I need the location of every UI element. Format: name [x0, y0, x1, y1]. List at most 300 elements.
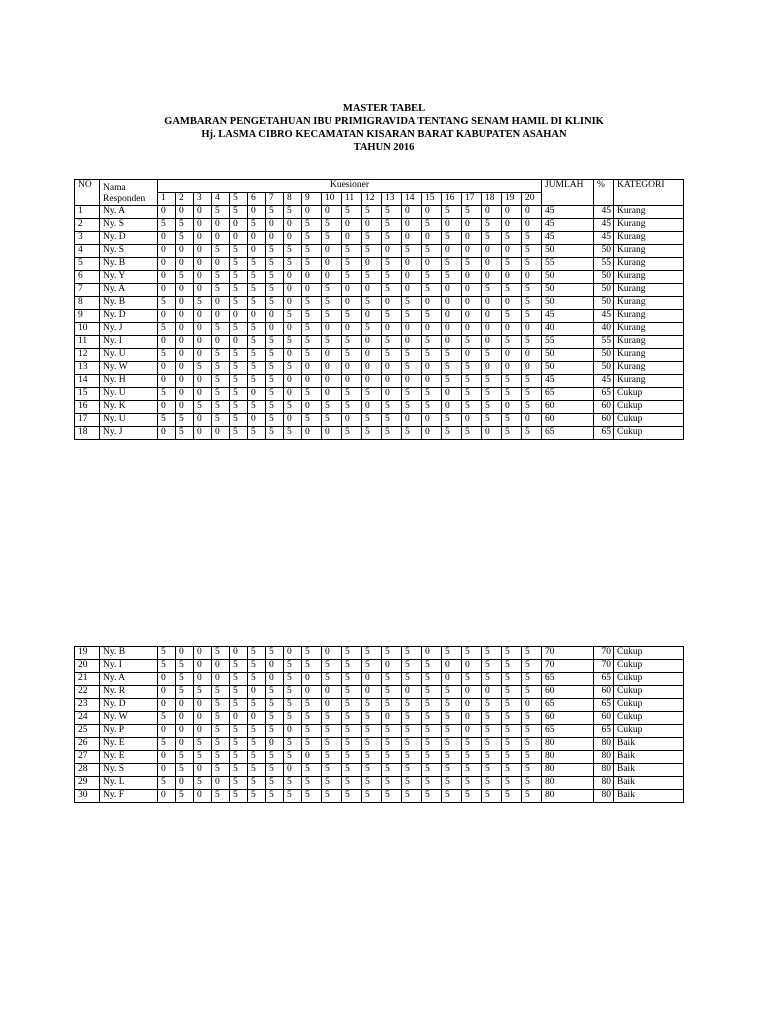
score-cell: 5	[248, 647, 266, 660]
score-cell: 5	[194, 686, 212, 699]
score-cell: 5	[362, 790, 382, 803]
respondent-name: Ny. J	[100, 427, 158, 440]
table-row	[75, 297, 684, 310]
score-cell: 5	[402, 349, 422, 362]
score-cell: 5	[342, 206, 362, 219]
score-cell: 5	[176, 414, 194, 427]
score-cell: 0	[194, 258, 212, 271]
score-cell: 5	[302, 647, 322, 660]
score-cell: 5	[212, 349, 230, 362]
table-row	[75, 323, 684, 336]
header-item-10: 10	[322, 193, 342, 206]
score-cell: 0	[158, 764, 176, 777]
score-cell: 5	[248, 258, 266, 271]
table-row	[75, 349, 684, 362]
score-cell: 5	[322, 764, 342, 777]
score-cell: 0	[194, 764, 212, 777]
score-cell: 5	[482, 751, 502, 764]
jumlah-cell: 50	[542, 271, 594, 284]
header-item-19: 19	[502, 193, 522, 206]
score-cell: 0	[158, 375, 176, 388]
score-cell: 5	[248, 427, 266, 440]
header-item-12: 12	[362, 193, 382, 206]
score-cell: 0	[194, 673, 212, 686]
score-cell: 0	[176, 258, 194, 271]
title-line-1: MASTER TABEL	[342, 103, 426, 114]
score-cell: 5	[212, 751, 230, 764]
score-cell: 5	[302, 349, 322, 362]
score-cell: 0	[176, 375, 194, 388]
score-cell: 0	[176, 647, 194, 660]
score-cell: 0	[284, 725, 302, 738]
score-cell: 5	[266, 284, 284, 297]
score-cell: 0	[482, 427, 502, 440]
score-cell: 0	[402, 271, 422, 284]
score-cell: 5	[212, 712, 230, 725]
header-item-20: 20	[522, 193, 542, 206]
score-cell: 0	[284, 764, 302, 777]
score-cell: 5	[158, 388, 176, 401]
header-item-13: 13	[382, 193, 402, 206]
percent-cell: 50	[594, 245, 614, 258]
score-cell: 5	[522, 232, 542, 245]
header-item-4: 4	[212, 193, 230, 206]
score-cell: 5	[382, 258, 402, 271]
score-cell: 0	[462, 660, 482, 673]
score-cell: 5	[230, 777, 248, 790]
score-cell: 5	[322, 414, 342, 427]
score-cell: 5	[442, 790, 462, 803]
score-cell: 0	[522, 206, 542, 219]
score-cell: 5	[462, 751, 482, 764]
score-cell: 0	[284, 232, 302, 245]
table-row	[75, 427, 684, 440]
score-cell: 0	[194, 323, 212, 336]
score-cell: 5	[302, 764, 322, 777]
score-cell: 5	[502, 647, 522, 660]
score-cell: 5	[302, 388, 322, 401]
score-cell: 0	[248, 232, 266, 245]
respondent-name: Ny. B	[100, 647, 158, 660]
score-cell: 0	[284, 284, 302, 297]
score-cell: 0	[402, 375, 422, 388]
score-cell: 5	[342, 271, 362, 284]
score-cell: 5	[422, 219, 442, 232]
score-cell: 5	[342, 712, 362, 725]
score-cell: 0	[158, 336, 176, 349]
score-cell: 0	[462, 284, 482, 297]
score-cell: 0	[522, 699, 542, 712]
score-cell: 0	[462, 297, 482, 310]
score-cell: 5	[462, 362, 482, 375]
score-cell: 0	[442, 401, 462, 414]
percent-cell: 70	[594, 647, 614, 660]
respondent-name: Ny. U	[100, 414, 158, 427]
score-cell: 5	[362, 725, 382, 738]
percent-cell: 65	[594, 388, 614, 401]
score-cell: 5	[422, 271, 442, 284]
table-row	[75, 777, 684, 790]
row-number: 17	[75, 414, 100, 427]
score-cell: 0	[462, 686, 482, 699]
score-cell: 5	[502, 427, 522, 440]
score-cell: 5	[522, 647, 542, 660]
score-cell: 5	[342, 673, 362, 686]
score-cell: 0	[442, 336, 462, 349]
score-cell: 5	[522, 751, 542, 764]
percent-cell: 50	[594, 349, 614, 362]
score-cell: 5	[302, 310, 322, 323]
score-cell: 5	[402, 764, 422, 777]
score-cell: 0	[502, 349, 522, 362]
score-cell: 5	[502, 725, 522, 738]
score-cell: 0	[502, 206, 522, 219]
score-cell: 5	[462, 336, 482, 349]
kategori-cell: Baik	[614, 751, 684, 764]
score-cell: 5	[302, 660, 322, 673]
score-cell: 5	[212, 245, 230, 258]
score-cell: 0	[342, 297, 362, 310]
score-cell: 5	[212, 271, 230, 284]
header-jumlah: JUMLAH	[542, 180, 594, 206]
score-cell: 5	[462, 258, 482, 271]
score-cell: 5	[230, 673, 248, 686]
score-cell: 0	[462, 245, 482, 258]
score-cell: 5	[522, 375, 542, 388]
score-cell: 5	[230, 258, 248, 271]
score-cell: 5	[158, 297, 176, 310]
score-cell: 0	[342, 414, 362, 427]
score-cell: 5	[442, 751, 462, 764]
score-cell: 0	[302, 686, 322, 699]
score-cell: 5	[522, 686, 542, 699]
kategori-cell: Cukup	[614, 388, 684, 401]
score-cell: 0	[442, 673, 462, 686]
score-cell: 5	[176, 790, 194, 803]
score-cell: 0	[302, 362, 322, 375]
score-cell: 0	[502, 362, 522, 375]
score-cell: 5	[230, 375, 248, 388]
score-cell: 0	[462, 310, 482, 323]
score-cell: 0	[482, 206, 502, 219]
score-cell: 0	[176, 388, 194, 401]
score-cell: 0	[482, 323, 502, 336]
score-cell: 5	[502, 699, 522, 712]
score-cell: 5	[422, 725, 442, 738]
score-cell: 5	[522, 764, 542, 777]
jumlah-cell: 65	[542, 725, 594, 738]
score-cell: 5	[266, 349, 284, 362]
score-cell: 0	[212, 427, 230, 440]
respondent-name: Ny. I	[100, 336, 158, 349]
score-cell: 5	[382, 738, 402, 751]
respondent-name: Ny. S	[100, 764, 158, 777]
score-cell: 5	[422, 388, 442, 401]
jumlah-cell: 60	[542, 686, 594, 699]
score-cell: 5	[362, 271, 382, 284]
score-cell: 5	[422, 349, 442, 362]
percent-cell: 45	[594, 219, 614, 232]
score-cell: 5	[442, 777, 462, 790]
score-cell: 5	[462, 738, 482, 751]
percent-cell: 60	[594, 401, 614, 414]
score-cell: 5	[158, 349, 176, 362]
score-cell: 0	[322, 647, 342, 660]
score-cell: 5	[302, 414, 322, 427]
row-number: 22	[75, 686, 100, 699]
row-number: 3	[75, 232, 100, 245]
score-cell: 0	[462, 232, 482, 245]
table-row	[75, 206, 684, 219]
score-cell: 5	[248, 219, 266, 232]
score-cell: 5	[284, 777, 302, 790]
score-cell: 0	[482, 686, 502, 699]
kategori-cell: Cukup	[614, 673, 684, 686]
score-cell: 0	[322, 206, 342, 219]
score-cell: 5	[342, 764, 362, 777]
score-cell: 5	[248, 401, 266, 414]
score-cell: 0	[322, 686, 342, 699]
respondent-name: Ny. P	[100, 725, 158, 738]
score-cell: 5	[362, 699, 382, 712]
score-cell: 5	[422, 777, 442, 790]
score-cell: 0	[194, 219, 212, 232]
score-cell: 0	[402, 414, 422, 427]
kategori-cell: Kurang	[614, 271, 684, 284]
score-cell: 5	[362, 414, 382, 427]
score-cell: 5	[266, 764, 284, 777]
score-cell: 5	[284, 245, 302, 258]
score-cell: 0	[158, 284, 176, 297]
score-cell: 0	[158, 271, 176, 284]
score-cell: 5	[502, 764, 522, 777]
score-cell: 0	[302, 375, 322, 388]
score-cell: 5	[402, 673, 422, 686]
percent-cell: 50	[594, 362, 614, 375]
score-cell: 0	[266, 660, 284, 673]
score-cell: 5	[158, 414, 176, 427]
score-cell: 0	[342, 323, 362, 336]
score-cell: 0	[502, 245, 522, 258]
table-row	[75, 751, 684, 764]
jumlah-cell: 80	[542, 790, 594, 803]
score-cell: 0	[502, 401, 522, 414]
score-cell: 5	[362, 206, 382, 219]
score-cell: 5	[342, 777, 362, 790]
score-cell: 5	[176, 751, 194, 764]
score-cell: 0	[158, 206, 176, 219]
kategori-cell: Kurang	[614, 362, 684, 375]
kategori-cell: Baik	[614, 764, 684, 777]
score-cell: 5	[284, 660, 302, 673]
score-cell: 5	[382, 751, 402, 764]
score-cell: 0	[462, 271, 482, 284]
row-number: 19	[75, 647, 100, 660]
score-cell: 5	[158, 777, 176, 790]
score-cell: 5	[522, 427, 542, 440]
score-cell: 5	[194, 777, 212, 790]
table-row	[75, 362, 684, 375]
score-cell: 0	[302, 751, 322, 764]
score-cell: 5	[212, 764, 230, 777]
table-row	[75, 401, 684, 414]
kategori-cell: Cukup	[614, 686, 684, 699]
respondent-name: Ny. K	[100, 401, 158, 414]
score-cell: 0	[176, 699, 194, 712]
score-cell: 5	[482, 401, 502, 414]
percent-cell: 45	[594, 375, 614, 388]
score-cell: 5	[194, 738, 212, 751]
score-cell: 0	[322, 245, 342, 258]
score-cell: 0	[158, 310, 176, 323]
respondent-name: Ny. D	[100, 310, 158, 323]
score-cell: 5	[382, 673, 402, 686]
row-number: 8	[75, 297, 100, 310]
respondent-name: Ny. J	[100, 323, 158, 336]
score-cell: 0	[158, 725, 176, 738]
score-cell: 0	[212, 673, 230, 686]
score-cell: 5	[522, 725, 542, 738]
row-number: 1	[75, 206, 100, 219]
header-item-18: 18	[482, 193, 502, 206]
kategori-cell: Kurang	[614, 323, 684, 336]
score-cell: 0	[482, 258, 502, 271]
score-cell: 5	[382, 777, 402, 790]
kategori-cell: Kurang	[614, 297, 684, 310]
score-cell: 5	[230, 284, 248, 297]
score-cell: 0	[362, 375, 382, 388]
score-cell: 5	[362, 245, 382, 258]
score-cell: 5	[342, 388, 362, 401]
respondent-name: Ny. D	[100, 232, 158, 245]
kategori-cell: Cukup	[614, 712, 684, 725]
kategori-cell: Cukup	[614, 414, 684, 427]
jumlah-cell: 50	[542, 245, 594, 258]
score-cell: 5	[502, 310, 522, 323]
score-cell: 5	[266, 751, 284, 764]
score-cell: 5	[382, 310, 402, 323]
header-item-3: 3	[194, 193, 212, 206]
score-cell: 5	[230, 271, 248, 284]
score-cell: 0	[284, 297, 302, 310]
kategori-cell: Cukup	[614, 699, 684, 712]
score-cell: 5	[442, 647, 462, 660]
score-cell: 5	[194, 362, 212, 375]
score-cell: 5	[342, 427, 362, 440]
table-row	[75, 764, 684, 777]
score-cell: 0	[176, 310, 194, 323]
score-cell: 5	[442, 764, 462, 777]
score-cell: 5	[194, 751, 212, 764]
header-item-8: 8	[284, 193, 302, 206]
score-cell: 5	[302, 712, 322, 725]
score-cell: 0	[194, 349, 212, 362]
score-cell: 5	[482, 375, 502, 388]
score-cell: 5	[522, 738, 542, 751]
score-cell: 5	[402, 245, 422, 258]
table-row	[75, 310, 684, 323]
header-item-5: 5	[230, 193, 248, 206]
score-cell: 5	[176, 764, 194, 777]
score-cell: 0	[502, 271, 522, 284]
score-cell: 5	[362, 764, 382, 777]
score-cell: 0	[362, 401, 382, 414]
row-number: 21	[75, 673, 100, 686]
score-cell: 5	[442, 362, 462, 375]
score-cell: 5	[284, 790, 302, 803]
score-cell: 5	[230, 245, 248, 258]
score-cell: 5	[302, 738, 322, 751]
jumlah-cell: 70	[542, 647, 594, 660]
score-cell: 5	[422, 686, 442, 699]
score-cell: 0	[158, 258, 176, 271]
row-number: 9	[75, 310, 100, 323]
table-row	[75, 336, 684, 349]
score-cell: 5	[248, 297, 266, 310]
score-cell: 5	[302, 777, 322, 790]
score-cell: 0	[266, 738, 284, 751]
score-cell: 0	[158, 790, 176, 803]
score-cell: 5	[522, 660, 542, 673]
row-number: 27	[75, 751, 100, 764]
score-cell: 0	[322, 699, 342, 712]
score-cell: 5	[402, 647, 422, 660]
score-cell: 5	[322, 284, 342, 297]
jumlah-cell: 45	[542, 206, 594, 219]
score-cell: 0	[402, 206, 422, 219]
kategori-cell: Kurang	[614, 336, 684, 349]
table-row	[75, 284, 684, 297]
score-cell: 5	[422, 699, 442, 712]
score-cell: 5	[402, 388, 422, 401]
score-cell: 5	[502, 660, 522, 673]
header-kuesioner: Kuesioner	[158, 180, 542, 193]
score-cell: 5	[266, 206, 284, 219]
master-table-bottom	[74, 646, 684, 803]
score-cell: 5	[248, 362, 266, 375]
score-cell: 0	[266, 673, 284, 686]
score-cell: 5	[284, 751, 302, 764]
score-cell: 5	[422, 310, 442, 323]
score-cell: 5	[248, 790, 266, 803]
score-cell: 5	[212, 414, 230, 427]
jumlah-cell: 50	[542, 349, 594, 362]
score-cell: 0	[362, 258, 382, 271]
score-cell: 5	[522, 401, 542, 414]
score-cell: 0	[230, 336, 248, 349]
score-cell: 5	[382, 284, 402, 297]
score-cell: 0	[342, 362, 362, 375]
score-cell: 5	[462, 790, 482, 803]
score-cell: 5	[482, 414, 502, 427]
score-cell: 0	[158, 673, 176, 686]
score-cell: 0	[266, 232, 284, 245]
score-cell: 0	[342, 284, 362, 297]
percent-cell: 60	[594, 414, 614, 427]
score-cell: 5	[284, 401, 302, 414]
kategori-cell: Kurang	[614, 349, 684, 362]
score-cell: 0	[176, 725, 194, 738]
score-cell: 0	[342, 219, 362, 232]
table-row	[75, 271, 684, 284]
score-cell: 5	[502, 712, 522, 725]
percent-cell: 80	[594, 777, 614, 790]
score-cell: 5	[158, 712, 176, 725]
score-cell: 5	[482, 777, 502, 790]
score-cell: 5	[230, 414, 248, 427]
score-cell: 0	[176, 284, 194, 297]
score-cell: 5	[248, 336, 266, 349]
